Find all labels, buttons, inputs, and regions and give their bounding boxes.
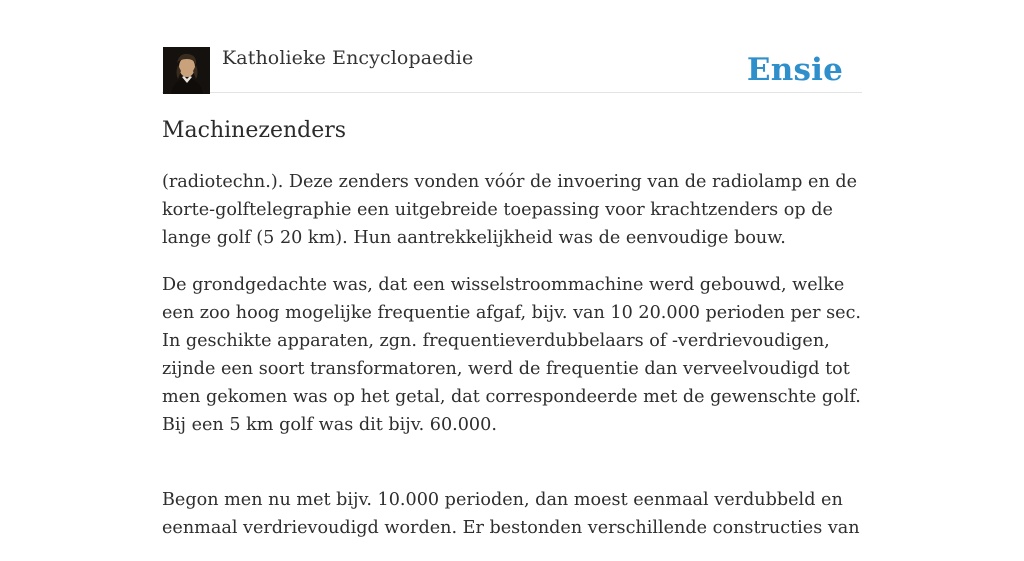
- paragraph: De grondgedachte was, dat een wisselstroommachine werd gebouwd, welke een zoo hoog mogelijke frequentie afgaf, bijv. van 10 20.000 perioden per sec. In geschikte apparaten, zgn. frequentieverdubbelaars of -verdrievoudigen, zijnde een soort transformatoren, werd de frequentie dan verveelvoudigd tot men gekomen was op het getal, dat correspondeerde met de gewenschte golf. Bij een 5 km golf was dit bijv. 60.000.: [162, 275, 862, 435]
- header: [162, 0, 862, 93]
- paragraph: (radiotechn.). Deze zenders vonden vóór de invoering van de radiolamp en de korte-golftelegraphie een uitgebreide toepassing voor krachtzenders op de lange golf (5 20 km). Hun aantrekkelijkheid was de eenvoudige bouw.: [162, 172, 858, 248]
- article-title: Machinezenders: [162, 118, 347, 143]
- page: [162, 0, 862, 538]
- paragraph-gap: [162, 458, 862, 486]
- brand-logo[interactable]: Ensie: [746, 52, 843, 88]
- article-body: [162, 168, 862, 561]
- paragraph: Begon men nu met bijv. 10.000 perioden, dan moest eenmaal verdubbeld en eenmaal verdrievoudigd worden. Er bestonden verschillende constructies van: [162, 490, 860, 538]
- portrait-avatar-icon[interactable]: [163, 47, 210, 94]
- source-name[interactable]: Katholieke Encyclopaedie: [222, 47, 474, 69]
